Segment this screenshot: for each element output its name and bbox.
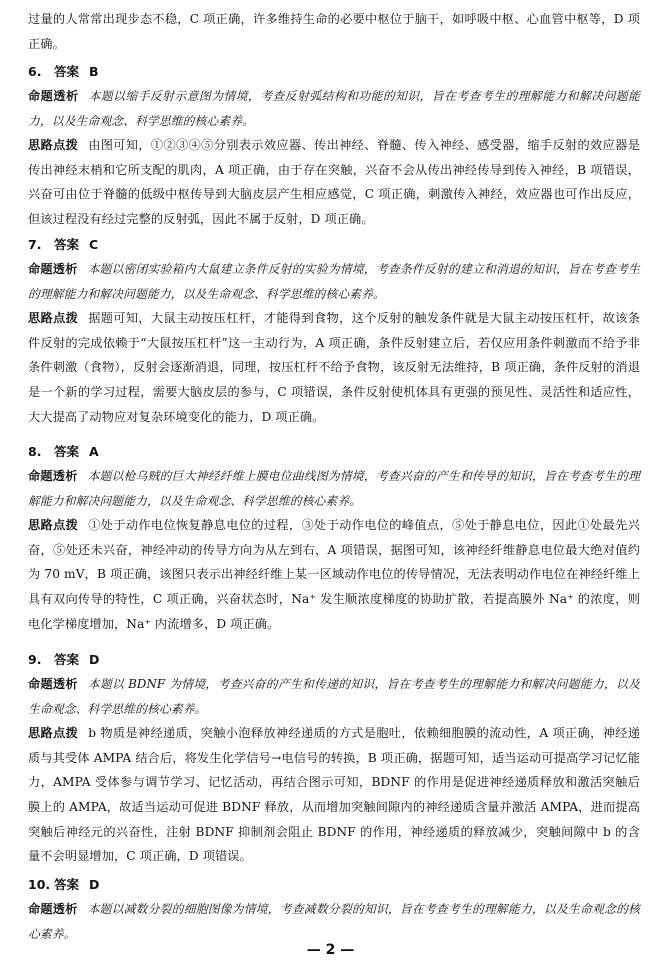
hint-label: 思路点拨 — [28, 311, 79, 326]
question-8 — [28, 440, 640, 636]
page-number: — 2 — — [306, 942, 355, 958]
continuation-paragraph — [28, 7, 640, 56]
analysis-text: 本题以缩手反射示意图为情境，考查反射弧结构和功能的知识，旨在考查考生的理解能力和解决问题能力，以及生命观念、科学思维的核心素养。 — [28, 89, 640, 128]
answer-value: D — [89, 877, 100, 892]
answer-value: A — [89, 444, 99, 459]
answer-value: B — [89, 64, 99, 79]
answer-line — [28, 233, 640, 257]
analysis-text: 本题以 BDNF 为情境，考查兴奋的产生和传递的知识，旨在考查考生的理解能力和解决问题能力，以及生命观念、科学思维的核心素养。 — [28, 677, 641, 716]
analysis-text: 本题以枪乌贼的巨大神经纤维上膜电位曲线图为情境，考查兴奋的产生和传导的知识，旨在考查考生的理解能力和解决问题能力，以及生命观念、科学思维的核心素养。 — [28, 469, 640, 508]
analysis-label: 命题透析 — [28, 469, 78, 483]
hint-paragraph — [28, 513, 640, 636]
hint-text: 由图可知，①②③④⑤分别表示效应器、传出神经、脊髓、传入神经、感受器，缩手反射的效应器是传出神经末梢和它所支配的肌肉，A 项正确，由于存在突触，兴奋不会从传出神经传导到传入神经，B 项错误，兴奋可由位于脊髓的低级中枢传导到大脑皮层产生相应感觉，C 项正确，刺激传入神经，效应器也可作出反应，但该过程没有经过完整的反射弧，因此不属于反射，D 项正确。 — [28, 138, 640, 226]
analysis-text: 本题以减数分裂的细胞图像为情境，考查减数分裂的知识，旨在考查考生的理解能力，以及生命观念的核心素养。 — [28, 902, 640, 941]
hint-paragraph — [28, 721, 640, 869]
analysis-paragraph — [28, 257, 640, 306]
answer-value: D — [89, 652, 100, 667]
analysis-paragraph — [28, 672, 640, 721]
answer-label: 答案 — [54, 64, 80, 79]
question-number: 7. — [28, 237, 42, 252]
answer-line — [28, 648, 640, 672]
question-number: 9. — [28, 652, 42, 667]
question-6 — [28, 60, 640, 232]
continuation-text: 过量的人常常出现步态不稳，C 项正确，许多维持生命的必要中枢位于脑干，如呼吸中枢、心血管中枢等，D 项正确。 — [28, 12, 640, 51]
hint-label: 思路点拨 — [28, 726, 79, 741]
answer-line — [28, 873, 640, 897]
analysis-text: 本题以密闭实验箱内大鼠建立条件反射的实验为情境，考查条件反射的建立和消退的知识，旨在考查考生的理解能力和解决问题能力，以及生命观念、科学思维的核心素养。 — [28, 262, 640, 301]
answer-line — [28, 60, 640, 84]
hint-label: 思路点拨 — [28, 518, 79, 533]
analysis-label: 命题透析 — [28, 262, 78, 276]
analysis-label: 命题透析 — [28, 89, 79, 103]
question-number: 8. — [28, 444, 42, 459]
hint-paragraph — [28, 133, 640, 231]
analysis-paragraph — [28, 897, 640, 946]
hint-text: ①处于动作电位恢复静息电位的过程，③处于动作电位的峰值点，⑤处于静息电位，因此①处最先兴奋，⑤处还未兴奋，神经冲动的传导方向为从左到右，A 项错误，据图可知，该神经纤维静息电位最大绝对值约为 70 mV，B 项正确，该图只表示出神经纤维上某一区域动作电位的传导情况，无法表明动作电位在神经纤维上具有双向传导的特性，C 项正确，兴奋状态时，Na⁺ 发生顺浓度梯度的协助扩散，若提高膜外 Na⁺ 的浓度，则电化学梯度增加，Na⁺ 内流增多，D 项正确。 — [28, 518, 640, 631]
hint-paragraph — [28, 306, 640, 429]
analysis-label: 命题透析 — [28, 902, 78, 916]
answer-label: 答案 — [54, 444, 80, 459]
question-number: 6. — [28, 64, 42, 79]
analysis-label: 命题透析 — [28, 677, 78, 691]
answer-label: 答案 — [54, 877, 80, 892]
question-10 — [28, 873, 640, 946]
hint-text: b 物质是神经递质，突触小泡释放神经递质的方式是胞吐，依赖细胞膜的流动性，A 项正确，神经递质与其受体 AMPA 结合后，将发生化学信号→电信号的转换，B 项正确，据题可知，适当运动可提高学习记忆能力，AMPA 受体参与调节学习、记忆活动，再结合图示可知，BDNF 的作用是促进神经递质释放和激活突触后膜上的 AMPA，故适当运动可促进 BDNF 释放，从而增加突触间隙内的神经递质含量并激活 AMPA，进而提高突触后神经元的兴奋性，注射 BDNF 抑制剂会阻止 BDNF 的作用，神经递质的释放减少，突触间隙中 b 的含量不会明显增加，C 项正确，D 项错误。 — [28, 726, 641, 864]
question-9 — [28, 648, 640, 869]
question-number: 10. — [28, 877, 51, 892]
answer-line — [28, 440, 640, 464]
question-7 — [28, 233, 640, 429]
hint-text: 据题可知，大鼠主动按压杠杆，才能得到食物，这个反射的触发条件就是大鼠主动按压杠杆，故该条件反射的完成依赖于“大鼠按压杠杆”这一主动行为，A 项正确，条件反射建立后，若仅应用条件刺激而不给予非条件刺激（食物），反射会逐渐消退，同理，按压杠杆不给予食物，该反射无法维持，B 项正确，条件反射的消退是一个新的学习过程，需要大脑皮层的参与，C 项错误，条件反射使机体具有更强的预见性、灵活性和适应性，大大提高了动物应对复杂环境变化的能力，D 项正确。 — [28, 311, 640, 424]
answer-value: C — [89, 237, 99, 252]
analysis-paragraph — [28, 464, 640, 513]
analysis-paragraph — [28, 84, 640, 133]
answer-label: 答案 — [54, 652, 80, 667]
answer-label: 答案 — [54, 237, 80, 252]
hint-label: 思路点拨 — [28, 138, 79, 153]
